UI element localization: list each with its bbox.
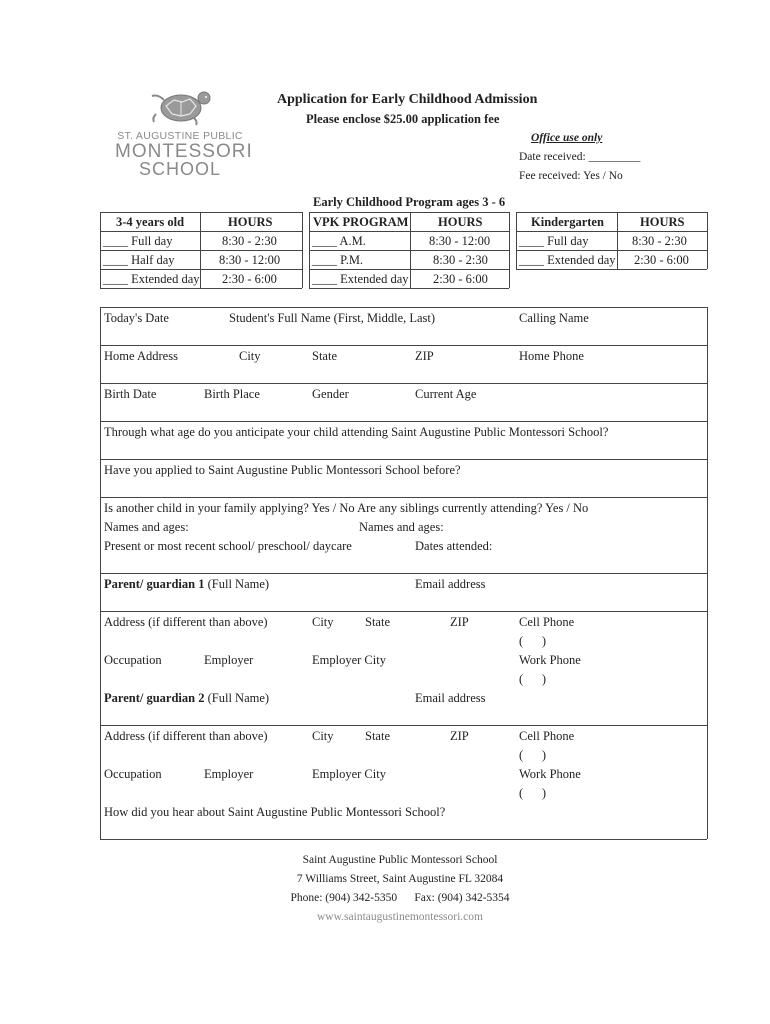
option-half-day[interactable]: ____ Half day bbox=[103, 253, 175, 267]
page-title: Application for Early Childhood Admission bbox=[277, 92, 538, 107]
table-header: HOURS bbox=[228, 215, 273, 229]
option-pm[interactable]: ____ P.M. bbox=[312, 253, 364, 267]
field-parent1-employer[interactable]: Employer bbox=[204, 653, 254, 667]
website-url[interactable]: www.saintaugustinemontessori.com bbox=[317, 911, 483, 923]
office-use-heading: Office use only bbox=[531, 132, 603, 144]
hours-value: 8:30 - 2:30 bbox=[222, 234, 277, 248]
option-am[interactable]: ____ A.M. bbox=[312, 234, 366, 248]
field-parent1-occupation[interactable]: Occupation bbox=[104, 653, 162, 667]
field-parent1-work-phone[interactable]: Work Phone bbox=[519, 653, 581, 667]
field-zip[interactable]: ZIP bbox=[415, 349, 434, 363]
field-calling-name[interactable]: Calling Name bbox=[519, 311, 589, 325]
field-home-address[interactable]: Home Address bbox=[104, 349, 178, 363]
phone-blank: ( ) bbox=[519, 634, 547, 648]
field-parent1-city[interactable]: City bbox=[312, 615, 334, 629]
field-sibling-names-ages[interactable]: Names and ages: bbox=[359, 520, 444, 534]
field-parent1-state[interactable]: State bbox=[365, 615, 390, 629]
field-parent2-work-phone[interactable]: Work Phone bbox=[519, 767, 581, 781]
parent1-full-name-label: (Full Name) bbox=[204, 577, 270, 591]
phone-blank: ( ) bbox=[519, 672, 547, 686]
logo-line-2: MONTESSORI bbox=[115, 141, 253, 162]
field-parent2-name[interactable] bbox=[104, 691, 269, 706]
hours-value: 2:30 - 6:00 bbox=[634, 253, 689, 267]
table-header: VPK PROGRAM bbox=[313, 215, 409, 229]
field-recent-school[interactable]: Present or most recent school/ preschool/ daycare bbox=[104, 539, 352, 553]
phone-blank: ( ) bbox=[519, 748, 547, 762]
footer-school-name: Saint Augustine Public Montessori School bbox=[302, 854, 498, 866]
footer-website-link[interactable] bbox=[200, 911, 600, 923]
field-state[interactable]: State bbox=[312, 349, 337, 363]
hours-value: 8:30 - 12:00 bbox=[429, 234, 491, 248]
parent2-full-name-label: (Full Name) bbox=[204, 691, 270, 705]
hours-value: 8:30 - 2:30 bbox=[632, 234, 687, 248]
parent2-label: Parent/ guardian 2 bbox=[104, 691, 205, 705]
field-parent1-address[interactable]: Address (if different than above) bbox=[104, 615, 268, 629]
turtle-icon bbox=[148, 86, 214, 126]
field-gender[interactable]: Gender bbox=[312, 387, 349, 401]
field-parent2-state[interactable]: State bbox=[365, 729, 390, 743]
page-subtitle: Please enclose $25.00 application fee bbox=[306, 112, 500, 126]
table-header: HOURS bbox=[438, 215, 483, 229]
logo-line-1: ST. AUGUSTINE PUBLIC bbox=[117, 130, 243, 142]
field-parent2-address[interactable]: Address (if different than above) bbox=[104, 729, 268, 743]
field-parent1-name[interactable] bbox=[104, 577, 269, 592]
parent1-label: Parent/ guardian 1 bbox=[104, 577, 205, 591]
field-through-age[interactable]: Through what age do you anticipate your child attending Saint Augustine Public Montessori School? bbox=[104, 425, 609, 439]
field-parent2-city[interactable]: City bbox=[312, 729, 334, 743]
table-header: 3-4 years old bbox=[116, 215, 185, 229]
field-student-name[interactable]: Student's Full Name (First, Middle, Last) bbox=[229, 311, 436, 325]
field-parent2-cell-phone[interactable]: Cell Phone bbox=[519, 729, 575, 743]
table-header: HOURS bbox=[640, 215, 685, 229]
field-parent1-zip[interactable]: ZIP bbox=[450, 615, 469, 629]
field-parent2-occupation[interactable]: Occupation bbox=[104, 767, 162, 781]
table-header: Kindergarten bbox=[531, 215, 604, 229]
logo-line-3: SCHOOL bbox=[138, 159, 222, 179]
field-parent2-employer-city[interactable]: Employer City bbox=[312, 767, 386, 781]
field-birth-place[interactable]: Birth Place bbox=[204, 387, 260, 401]
option-full-day[interactable]: ____ Full day bbox=[519, 234, 589, 248]
footer-phone: Phone: (904) 342-5350 Fax: (904) 342-5354 bbox=[290, 892, 510, 904]
field-parent1-email[interactable]: Email address bbox=[415, 577, 486, 591]
field-hear-about[interactable]: How did you hear about Saint Augustine Public Montessori School? bbox=[104, 805, 446, 819]
hours-value: 2:30 - 6:00 bbox=[433, 272, 488, 286]
field-parent2-employer[interactable]: Employer bbox=[204, 767, 254, 781]
field-names-ages[interactable]: Names and ages: bbox=[104, 520, 189, 534]
field-dates-attended[interactable]: Dates attended: bbox=[415, 539, 493, 553]
fee-received: Fee received: Yes / No bbox=[519, 170, 623, 182]
program-heading: Early Childhood Program ages 3 - 6 bbox=[313, 195, 506, 209]
option-extended-day[interactable]: ____ Extended day bbox=[103, 272, 200, 286]
field-parent1-cell-phone[interactable]: Cell Phone bbox=[519, 615, 575, 629]
footer-address: 7 Williams Street, Saint Augustine FL 32084 bbox=[296, 873, 504, 885]
field-city[interactable]: City bbox=[239, 349, 261, 363]
field-home-phone[interactable]: Home Phone bbox=[519, 349, 584, 363]
hours-value: 2:30 - 6:00 bbox=[222, 272, 277, 286]
field-parent1-employer-city[interactable]: Employer City bbox=[312, 653, 386, 667]
field-birth-date[interactable]: Birth Date bbox=[104, 387, 157, 401]
field-todays-date[interactable]: Today's Date bbox=[104, 311, 169, 325]
field-parent2-email[interactable]: Email address bbox=[415, 691, 486, 705]
hours-value: 8:30 - 2:30 bbox=[433, 253, 488, 267]
field-parent2-zip[interactable]: ZIP bbox=[450, 729, 469, 743]
option-extended-day[interactable]: ____ Extended day bbox=[312, 272, 409, 286]
field-another-child[interactable]: Is another child in your family applying? Yes / No Are any siblings currently attending? Yes / No bbox=[104, 501, 589, 515]
hours-value: 8:30 - 12:00 bbox=[219, 253, 281, 267]
field-applied-before[interactable]: Have you applied to Saint Augustine Public Montessori School before? bbox=[104, 463, 461, 477]
phone-blank: ( ) bbox=[519, 786, 547, 800]
field-current-age[interactable]: Current Age bbox=[415, 387, 477, 401]
option-extended-day[interactable]: ____ Extended day bbox=[519, 253, 616, 267]
date-received: Date received: _________ bbox=[519, 151, 641, 163]
option-full-day[interactable]: ____ Full day bbox=[103, 234, 173, 248]
